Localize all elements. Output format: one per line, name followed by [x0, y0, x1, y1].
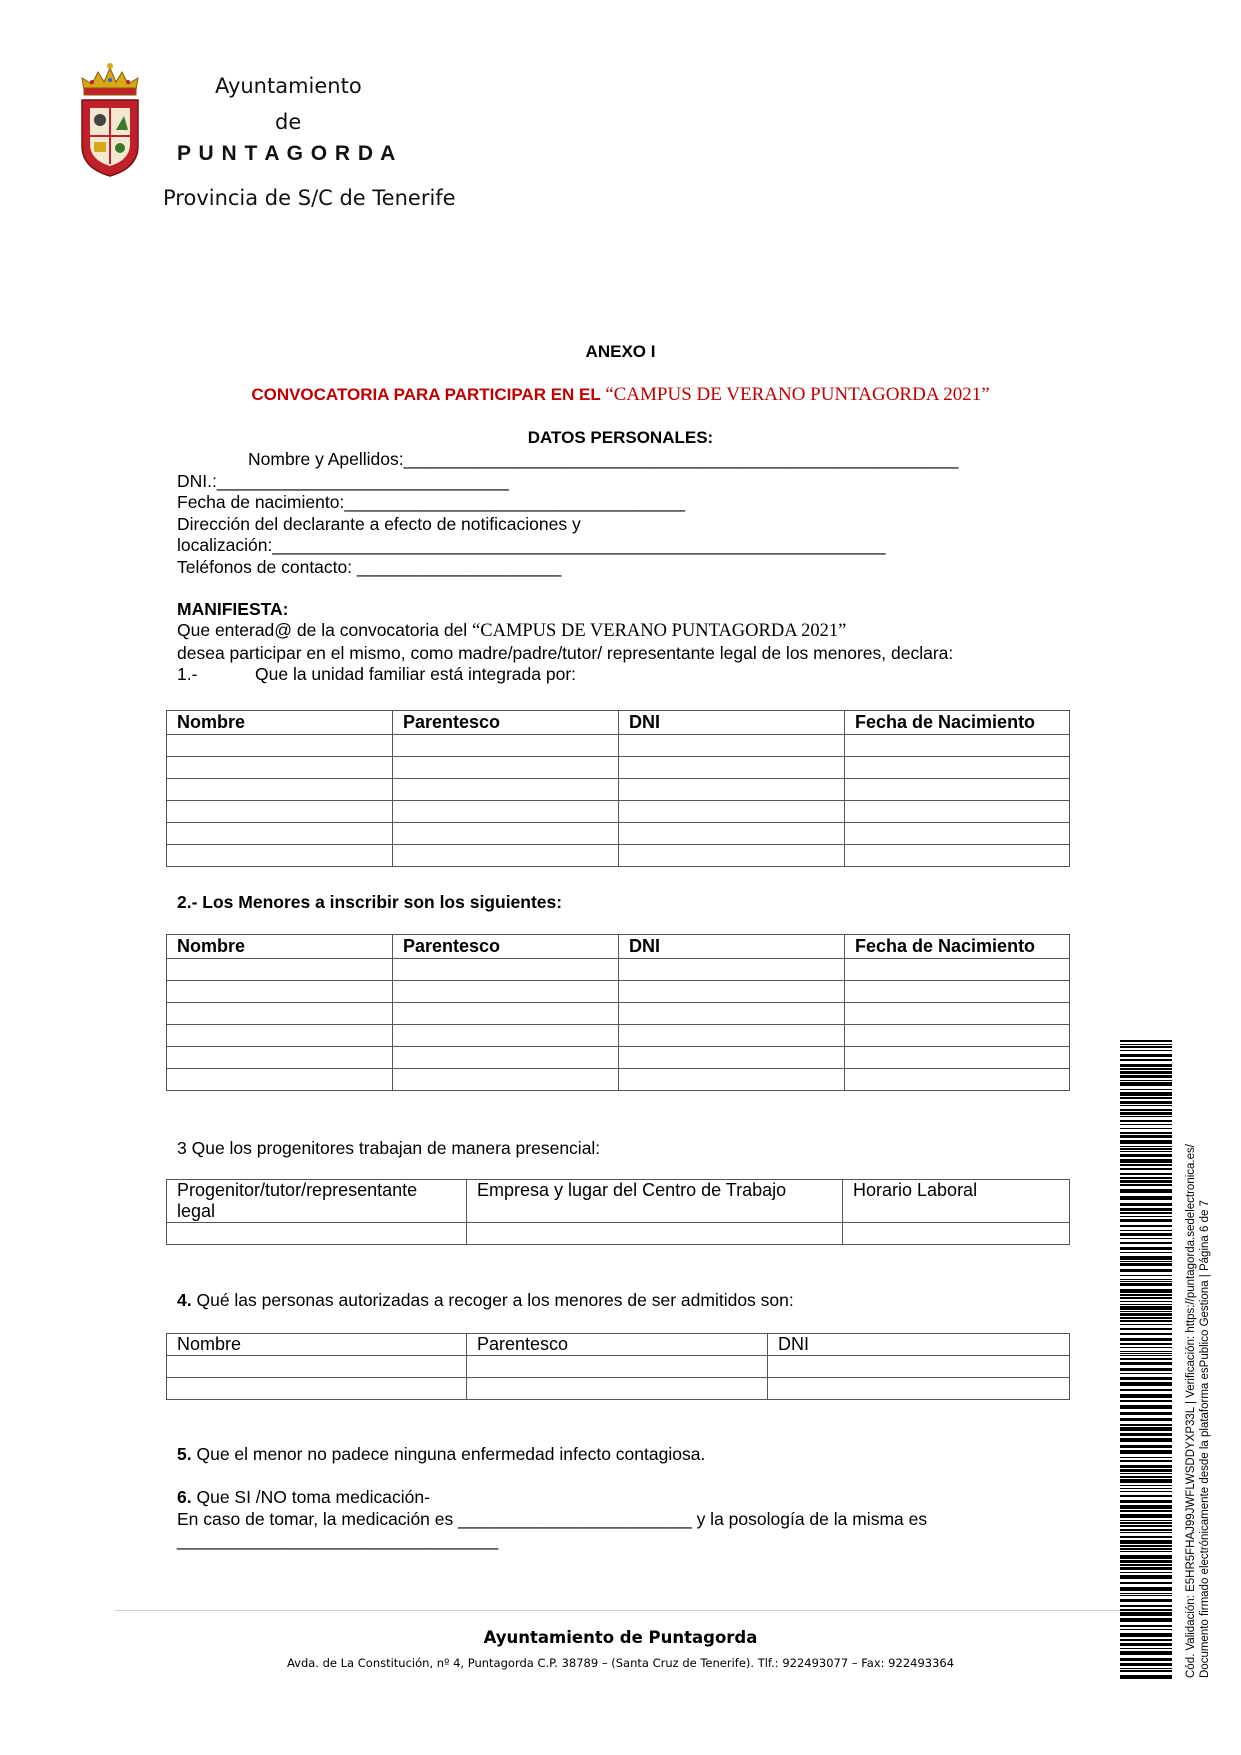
barcode-bar [1120, 1599, 1172, 1602]
column-header: Nombre [167, 711, 393, 735]
table-cell[interactable] [393, 1069, 619, 1091]
barcode-bar [1120, 1338, 1172, 1341]
table-cell[interactable] [167, 779, 393, 801]
table-cell[interactable] [845, 1047, 1070, 1069]
barcode-bar [1120, 1046, 1172, 1048]
table-cell[interactable] [619, 1003, 845, 1025]
barcode-bar [1120, 1216, 1172, 1217]
barcode-bar [1120, 1567, 1172, 1570]
barcode-bar [1120, 1263, 1172, 1266]
barcode-bar [1120, 1433, 1172, 1436]
column-header: Parentesco [393, 711, 619, 735]
fecha-nacimiento-field[interactable]: Fecha de nacimiento:___________________________________ [177, 492, 685, 512]
item1-number: 1.- [177, 664, 198, 684]
barcode-bar [1120, 1658, 1172, 1661]
table-cell[interactable] [167, 1047, 393, 1069]
table-cell[interactable] [768, 1378, 1070, 1400]
barcode-bar [1120, 1353, 1172, 1354]
table-cell[interactable] [619, 735, 845, 757]
family-unit-table [166, 710, 1070, 867]
barcode-bar [1120, 1473, 1172, 1474]
barcode-bar [1120, 1485, 1172, 1486]
manifiesta-line2: desea participar en el mismo, como madre/padre/tutor/ representante legal de los menores, declara: [177, 643, 954, 663]
validation-code-line: Cód. Validación: E5HR5FHAJ99JWFLWSDDYXP33L | Verificación: https://puntagorda.sedelectronica.es/ [1185, 1144, 1197, 1678]
barcode-bar [1120, 1460, 1172, 1462]
barcode-bar [1120, 1173, 1172, 1175]
column-header: DNI [619, 711, 845, 735]
barcode-bar [1120, 1609, 1172, 1611]
table-cell[interactable] [167, 757, 393, 779]
barcode-bar [1120, 1301, 1172, 1302]
header-municipality-name: P U N T A G O R D A [177, 142, 397, 165]
barcode-bar [1120, 1164, 1172, 1166]
barcode-bar [1120, 1140, 1172, 1144]
table-cell[interactable] [167, 1378, 467, 1400]
footer-address: Avda. de La Constitución, nº 4, Puntagorda C.P. 38789 – (Santa Cruz de Tenerife). Tlf.: 922493077 – Fax: 922493364 [286, 1656, 955, 1670]
barcode-bar [1120, 1128, 1172, 1129]
barcode-bar [1120, 1154, 1172, 1157]
column-header: Parentesco [393, 935, 619, 959]
table-cell[interactable] [845, 801, 1070, 823]
barcode-bar [1120, 1044, 1172, 1045]
table-cell[interactable] [393, 757, 619, 779]
table-cell[interactable] [167, 801, 393, 823]
barcode-bar [1120, 1112, 1172, 1115]
localizacion-field[interactable]: localización:_______________________________________________________________ [177, 535, 886, 555]
dni-field[interactable]: DNI.:______________________________ [177, 471, 509, 491]
column-header: Fecha de Nacimiento [845, 935, 1070, 959]
table-cell[interactable] [768, 1356, 1070, 1378]
barcode-bar [1120, 1324, 1172, 1325]
barcode-bar [1120, 1491, 1172, 1492]
barcode-bar [1120, 1238, 1172, 1239]
barcode-bar [1120, 1109, 1172, 1111]
barcode-bar [1120, 1311, 1172, 1312]
table-row [167, 1047, 1070, 1069]
table-cell[interactable] [167, 735, 393, 757]
barcode-bar [1120, 1575, 1172, 1579]
barcode-bar [1120, 1080, 1172, 1081]
section2-title: 2.- Los Menores a inscribir son los siguientes: [177, 892, 563, 912]
table-cell[interactable] [619, 779, 845, 801]
table-row [167, 959, 1070, 981]
barcode-bar [1120, 1651, 1172, 1655]
barcode-bar [1120, 1605, 1172, 1607]
table-row [167, 1003, 1070, 1025]
table-cell[interactable] [393, 1047, 619, 1069]
column-header: Nombre [167, 935, 393, 959]
barcode-bar [1120, 1135, 1172, 1138]
annex-title: ANEXO I [585, 342, 656, 361]
barcode-bar [1120, 1351, 1172, 1352]
barcode-bar [1120, 1532, 1172, 1533]
barcode-bar [1120, 1177, 1172, 1179]
barcode-bar [1120, 1252, 1172, 1253]
barcode-bar [1120, 1358, 1172, 1360]
column-header: DNI [768, 1334, 1070, 1356]
table-cell[interactable] [393, 735, 619, 757]
barcode-bar [1120, 1230, 1172, 1231]
table-cell[interactable] [843, 1223, 1070, 1245]
table-header-row [167, 711, 1070, 735]
table-cell[interactable] [393, 823, 619, 845]
barcode-bar [1120, 1427, 1172, 1431]
crown-icon [82, 63, 138, 95]
barcode-bar [1120, 1362, 1172, 1365]
barcode-bar [1120, 1189, 1172, 1193]
barcode-bar [1120, 1612, 1172, 1616]
table-row [167, 779, 1070, 801]
table-cell[interactable] [845, 1025, 1070, 1047]
barcode-bar [1120, 1536, 1172, 1538]
barcode-bar [1120, 1328, 1172, 1330]
table-row [167, 845, 1070, 867]
municipal-crest-logo [78, 60, 142, 178]
barcode-bar [1120, 1555, 1172, 1559]
table-cell[interactable] [467, 1378, 768, 1400]
barcode-bar [1120, 1560, 1172, 1563]
barcode-bar [1120, 1633, 1172, 1637]
barcode-bar [1120, 1520, 1172, 1521]
barcode-bar [1120, 1071, 1172, 1074]
barcode-bar [1120, 1450, 1172, 1454]
table-cell[interactable] [619, 981, 845, 1003]
table-cell[interactable] [845, 735, 1070, 757]
manifiesta-line1-quoted: “CAMPUS DE VERANO PUNTAGORDA 2021” [472, 621, 847, 641]
barcode-bar [1120, 1400, 1172, 1402]
barcode-bar [1120, 1668, 1172, 1669]
barcode-bar [1120, 1479, 1172, 1483]
barcode-bar [1120, 1233, 1172, 1236]
work-table [166, 1179, 1070, 1245]
barcode-bar [1120, 1389, 1172, 1391]
validation-platform-line: Documento firmado electrónicamente desde la plataforma esPublico Gestiona | Página 6 de 7 [1199, 1200, 1211, 1678]
barcode-bar [1120, 1281, 1172, 1282]
table-cell[interactable] [619, 1069, 845, 1091]
section6-text: Que SI /NO toma medicación- [191, 1487, 430, 1507]
authorized-persons-table [166, 1333, 1070, 1400]
table-cell[interactable] [619, 757, 845, 779]
table-cell[interactable] [167, 1223, 467, 1245]
barcode-bar [1120, 1418, 1172, 1421]
barcode-bar [1120, 1313, 1172, 1316]
convocatoria-quoted: “CAMPUS DE VERANO PUNTAGORDA 2021” [605, 384, 990, 405]
barcode-bar [1120, 1116, 1172, 1117]
table-cell[interactable] [393, 959, 619, 981]
barcode-bar [1120, 1457, 1172, 1458]
barcode-bar [1120, 1294, 1172, 1296]
barcode-bar [1120, 1525, 1172, 1527]
datos-personales-title: DATOS PERSONALES: [527, 428, 714, 447]
barcode-bar [1120, 1382, 1172, 1386]
barcode-bar [1120, 1643, 1172, 1646]
barcode-bar [1120, 1514, 1172, 1518]
barcode-bar [1120, 1097, 1172, 1099]
table-cell[interactable] [845, 823, 1070, 845]
barcode-bar [1120, 1445, 1172, 1448]
barcode-bar [1120, 1675, 1172, 1679]
barcode-bar [1120, 1219, 1172, 1222]
barcode-bar [1120, 1412, 1172, 1415]
barcode-bar [1120, 1625, 1172, 1627]
posology-field[interactable]: _________________________________ [177, 1530, 499, 1550]
column-header: Progenitor/tutor/representante legal [167, 1180, 467, 1223]
table-cell[interactable] [845, 981, 1070, 1003]
barcode-bar [1120, 1275, 1172, 1276]
table-cell[interactable] [845, 757, 1070, 779]
column-header: Horario Laboral [843, 1180, 1070, 1223]
table-cell[interactable] [619, 845, 845, 867]
table-header-row [167, 1180, 1070, 1223]
barcode-bar [1120, 1648, 1172, 1649]
table-cell[interactable] [467, 1356, 768, 1378]
barcode-bar [1120, 1522, 1172, 1524]
minors-table [166, 934, 1070, 1091]
table-row [167, 801, 1070, 823]
barcode-bar [1120, 1572, 1172, 1573]
barcode-bar [1120, 1225, 1172, 1227]
header-de: de [275, 110, 302, 134]
barcode-bar [1120, 1040, 1172, 1042]
barcode-bar [1120, 1101, 1172, 1104]
section6-number: 6. [177, 1487, 192, 1507]
barcode-bar [1120, 1629, 1172, 1630]
barcode-bar [1120, 1368, 1172, 1371]
table-cell[interactable] [845, 1069, 1070, 1091]
item1-text: Que la unidad familiar está integrada por: [255, 664, 577, 684]
barcode-bar [1120, 1212, 1172, 1214]
barcode-bar [1120, 1064, 1172, 1067]
table-header-row [167, 935, 1070, 959]
table-cell[interactable] [619, 1047, 845, 1069]
footer-title: Ayuntamiento de Puntagorda [483, 1628, 758, 1647]
manifiesta-title: MANIFIESTA: [177, 599, 289, 619]
table-cell[interactable] [845, 845, 1070, 867]
table-row [167, 735, 1070, 757]
column-header: Empresa y lugar del Centro de Trabajo [467, 1180, 843, 1223]
barcode-bar [1120, 1184, 1172, 1186]
nombre-apellidos-field[interactable]: Nombre y Apellidos:_________________________________________________________ [248, 449, 959, 469]
barcode-bar [1120, 1377, 1172, 1380]
barcode-bar [1120, 1595, 1172, 1596]
barcode-bar [1120, 1545, 1172, 1547]
section5-text: Que el menor no padece ninguna enfermedad infecto contagiosa. [191, 1444, 706, 1464]
barcode-bar [1120, 1564, 1172, 1566]
table-header-row [167, 1334, 1070, 1356]
table-cell[interactable] [393, 981, 619, 1003]
barcode-bar [1120, 1488, 1172, 1489]
barcode-bar [1120, 1089, 1172, 1090]
medication-field[interactable]: En caso de tomar, la medicación es ________________________ y la posología de la misma es [177, 1509, 928, 1529]
barcode-bar [1120, 1242, 1172, 1244]
barcode-bar [1120, 1105, 1172, 1106]
barcode-bar [1120, 1593, 1172, 1594]
table-row [167, 757, 1070, 779]
barcode-bar [1120, 1500, 1172, 1503]
barcode-bar [1120, 1317, 1172, 1319]
table-cell[interactable] [393, 1003, 619, 1025]
footer-divider [115, 1610, 1130, 1611]
barcode-bar [1120, 1059, 1172, 1061]
barcode-bar [1120, 1320, 1172, 1322]
table-cell[interactable] [167, 823, 393, 845]
column-header: Fecha de Nacimiento [845, 711, 1070, 735]
table-cell[interactable] [619, 1025, 845, 1047]
barcode-bar [1120, 1476, 1172, 1478]
table-row [167, 823, 1070, 845]
barcode-bar [1120, 1180, 1172, 1183]
table-row [167, 1356, 1070, 1378]
section4-number: 4. [177, 1290, 192, 1310]
barcode-bar [1120, 1283, 1172, 1286]
table-row [167, 1025, 1070, 1047]
table-cell[interactable] [167, 959, 393, 981]
barcode-bar [1120, 1424, 1172, 1426]
barcode-bar [1120, 1208, 1172, 1211]
manifiesta-line1-prefix: Que enterad@ de la convocatoria del [177, 620, 473, 640]
column-header: Nombre [167, 1334, 467, 1356]
convocatoria-prefix: CONVOCATORIA PARA PARTICIPAR EN EL [251, 385, 606, 404]
barcode-bar [1120, 1148, 1172, 1150]
barcode-bar [1120, 1551, 1172, 1552]
header-ayuntamiento: Ayuntamiento [215, 74, 362, 98]
barcode-bar [1120, 1269, 1172, 1272]
barcode-bar [1120, 1068, 1172, 1070]
table-cell[interactable] [393, 779, 619, 801]
table-cell[interactable] [467, 1223, 843, 1245]
header-province: Provincia de S/C de Tenerife [163, 186, 456, 210]
table-cell[interactable] [845, 779, 1070, 801]
barcode-bar [1120, 1347, 1172, 1348]
barcode-bar [1120, 1146, 1172, 1147]
barcode-bar [1120, 1663, 1172, 1666]
side-validation-text [1184, 1038, 1212, 1678]
barcode-bar [1120, 1279, 1172, 1280]
barcode-bar [1120, 1050, 1172, 1051]
barcode-bar [1120, 1355, 1172, 1356]
table-cell[interactable] [845, 959, 1070, 981]
barcode-bar [1120, 1343, 1172, 1345]
table-cell[interactable] [167, 1069, 393, 1091]
barcode-bar [1120, 1465, 1172, 1468]
barcode-bar [1120, 1333, 1172, 1335]
barcode-bar [1120, 1587, 1172, 1591]
barcode-bar [1120, 1639, 1172, 1641]
table-cell[interactable] [167, 981, 393, 1003]
barcode-bar [1120, 1582, 1172, 1584]
table-cell[interactable] [167, 1356, 467, 1378]
barcode-bar [1120, 1247, 1172, 1250]
section4-title [177, 1290, 794, 1311]
convocatoria-title [0, 384, 1241, 406]
barcode-bar [1120, 1054, 1172, 1057]
barcode-bar [1120, 1306, 1172, 1310]
barcode-bar [1120, 1510, 1172, 1512]
table-cell[interactable] [845, 1003, 1070, 1025]
barcode-bar [1120, 1151, 1172, 1152]
barcode-bar [1120, 1495, 1172, 1497]
barcode-bar [1120, 1373, 1172, 1374]
table-row [167, 981, 1070, 1003]
table-cell[interactable] [619, 959, 845, 981]
barcode-bar [1120, 1289, 1172, 1293]
direccion-label: Dirección del declarante a efecto de notificaciones y [177, 514, 581, 534]
barcode-bar [1120, 1256, 1172, 1260]
barcode-bar [1120, 1261, 1172, 1262]
table-cell[interactable] [167, 1003, 393, 1025]
barcode-bar [1120, 1297, 1172, 1299]
barcode-bar [1120, 1438, 1172, 1442]
column-header: DNI [619, 935, 845, 959]
barcode-bar [1120, 1082, 1172, 1086]
barcode-bar [1120, 1548, 1172, 1550]
table-row [167, 1069, 1070, 1091]
table-cell[interactable] [393, 1025, 619, 1047]
column-header: Parentesco [467, 1334, 768, 1356]
table-cell[interactable] [167, 1025, 393, 1047]
barcode-bar [1120, 1618, 1172, 1622]
validation-barcode [1120, 1040, 1172, 1680]
section5-title [177, 1444, 705, 1465]
manifiesta-line1 [177, 620, 846, 642]
table-cell[interactable] [619, 823, 845, 845]
barcode-bar [1120, 1670, 1172, 1672]
telefonos-field[interactable]: Teléfonos de contacto: _____________________ [177, 557, 562, 577]
barcode-bar [1120, 1203, 1172, 1206]
table-cell[interactable] [393, 801, 619, 823]
barcode-bar [1120, 1168, 1172, 1170]
table-row [167, 1223, 1070, 1245]
section3-title: 3 Que los progenitores trabajan de manera presencial: [177, 1138, 601, 1158]
barcode-bar [1120, 1132, 1172, 1134]
section6-title [177, 1487, 430, 1508]
table-cell[interactable] [167, 845, 393, 867]
table-cell[interactable] [619, 801, 845, 823]
barcode-bar [1120, 1505, 1172, 1509]
barcode-bar [1120, 1394, 1172, 1398]
barcode-bar [1120, 1196, 1172, 1200]
barcode-bar [1120, 1159, 1172, 1163]
barcode-bar [1120, 1469, 1172, 1472]
barcode-bar [1120, 1092, 1172, 1096]
barcode-bar [1120, 1529, 1172, 1531]
table-cell[interactable] [393, 845, 619, 867]
barcode-bar [1120, 1540, 1172, 1544]
table-row [167, 1378, 1070, 1400]
section4-text: Qué las personas autorizadas a recoger a los menores de ser admitidos son: [191, 1290, 794, 1310]
barcode-bar [1120, 1304, 1172, 1305]
barcode-bar [1120, 1075, 1172, 1078]
section5-number: 5. [177, 1444, 192, 1464]
barcode-bar [1120, 1120, 1172, 1122]
barcode-bar [1120, 1124, 1172, 1125]
barcode-bar [1120, 1405, 1172, 1409]
